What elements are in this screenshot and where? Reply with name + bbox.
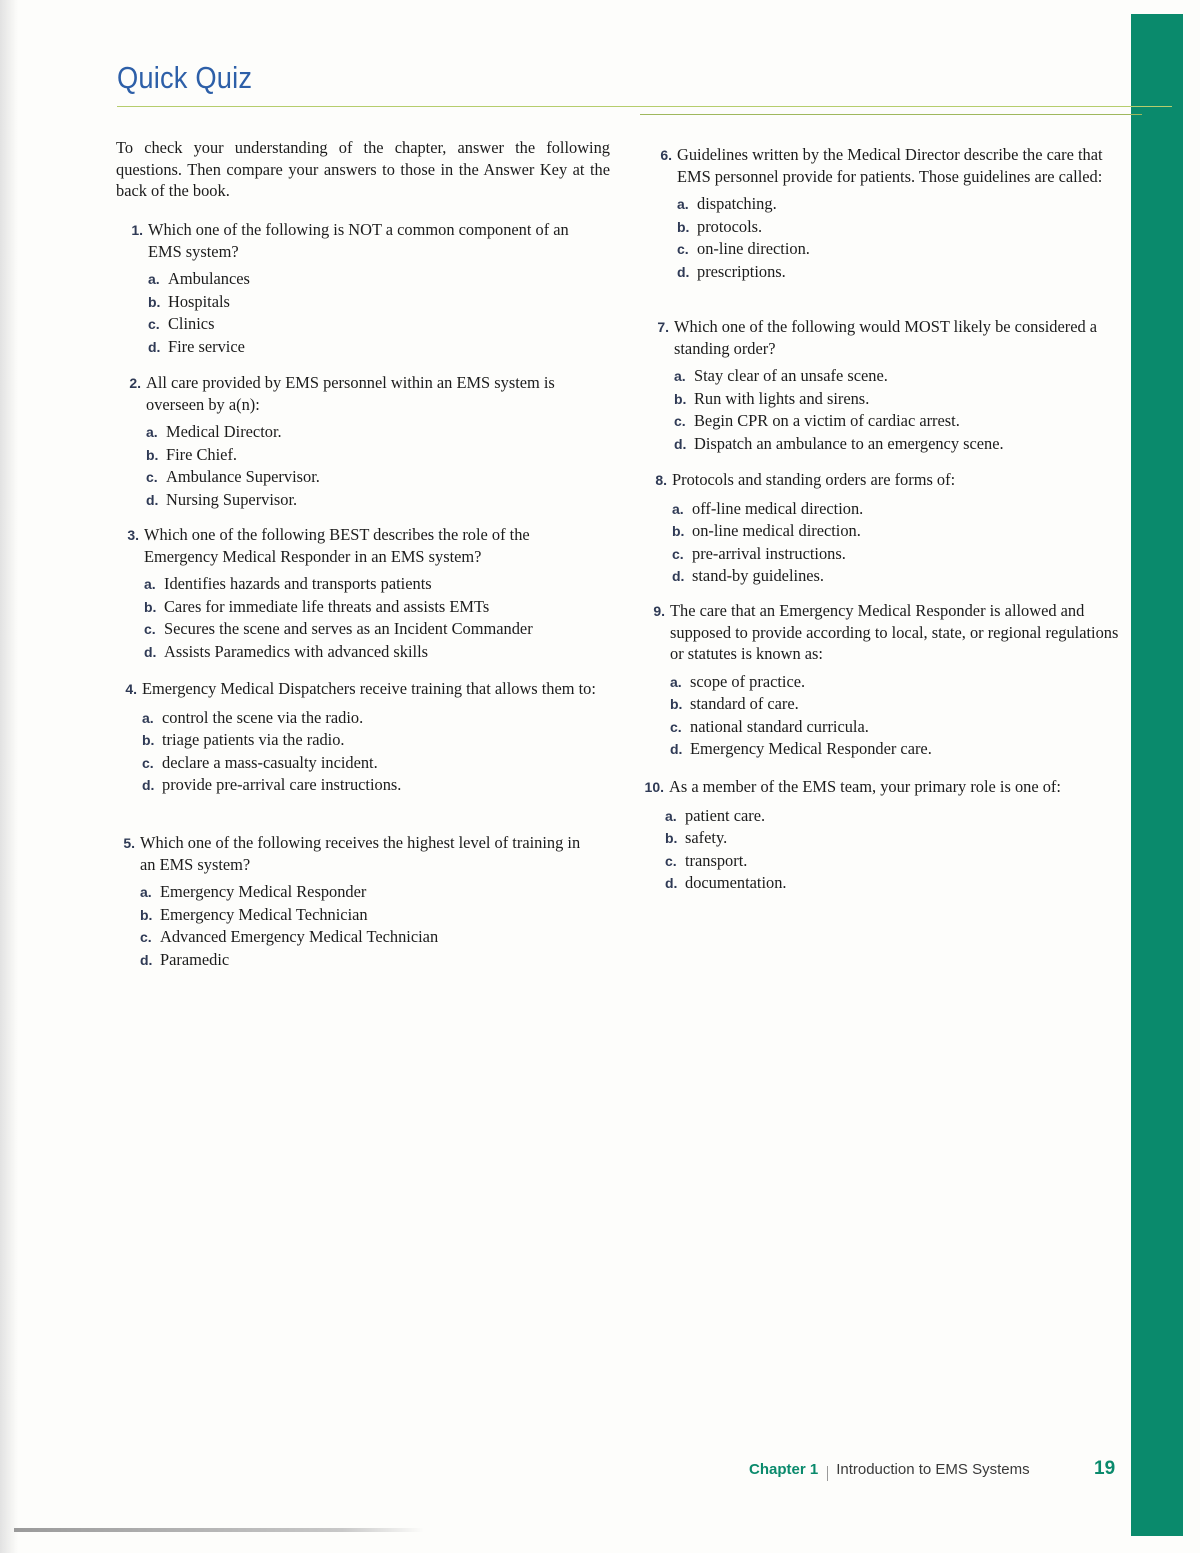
question-text: The care that an Emergency Medical Responder is allowed and supposed to provide according to local, state, or regional regulations or statutes is known as:: [670, 601, 1119, 663]
question-8: [645, 469, 1128, 588]
option-letter: a.: [670, 673, 682, 690]
answer-option[interactable]: [670, 716, 1128, 739]
option-text: stand-by guidelines.: [692, 566, 825, 585]
question-10: [636, 776, 1128, 895]
answer-option[interactable]: [670, 671, 1128, 694]
answer-option[interactable]: [672, 543, 1128, 566]
question-text: All care provided by EMS personnel within an EMS system is overseen by a(n):: [146, 373, 555, 414]
option-text: Run with lights and sirens.: [694, 388, 870, 408]
option-text: triage patients via the radio.: [162, 730, 345, 749]
question-text: Which one of the following BEST describes the role of the Emergency Medical Responder in an EMS system?: [144, 525, 530, 566]
answer-option[interactable]: [148, 313, 605, 336]
answer-options: [140, 881, 583, 971]
question-number: 2.: [129, 375, 141, 391]
question-9: [643, 600, 1128, 761]
question-text: As a member of the EMS team, your primary role is one of:: [669, 777, 1061, 796]
option-text: control the scene via the radio.: [162, 707, 364, 727]
option-text: Stay clear of an unsafe scene.: [694, 366, 888, 385]
option-text: standard of care.: [690, 694, 799, 713]
question-5: [113, 832, 583, 971]
option-letter: c.: [674, 413, 686, 429]
answer-options: [142, 707, 605, 797]
option-letter: b.: [672, 523, 685, 539]
answer-options: [146, 421, 605, 511]
option-letter: b.: [146, 446, 159, 463]
answer-option[interactable]: [140, 949, 583, 972]
option-letter: b.: [144, 598, 157, 615]
answer-option[interactable]: [677, 238, 1128, 261]
answer-option[interactable]: [674, 410, 1128, 433]
option-letter: c.: [142, 754, 154, 771]
option-text: Ambulance Supervisor.: [166, 467, 320, 486]
page-title: Quick Quiz: [117, 60, 253, 95]
option-letter: d.: [142, 777, 155, 793]
option-text: Medical Director.: [166, 422, 282, 441]
answer-option[interactable]: [677, 261, 1128, 284]
option-text: prescriptions.: [697, 261, 786, 281]
page-edge-shadow: [0, 0, 18, 1553]
option-letter: d.: [665, 875, 678, 891]
option-letter: b.: [674, 390, 687, 407]
option-text: provide pre-arrival care instructions.: [162, 775, 402, 794]
answer-option[interactable]: [140, 904, 583, 927]
option-letter: a.: [665, 807, 677, 824]
option-text: Advanced Emergency Medical Technician: [160, 927, 439, 946]
answer-options: [144, 573, 605, 663]
answer-option[interactable]: [665, 827, 1128, 850]
option-letter: c.: [670, 718, 682, 735]
option-letter: b.: [148, 293, 161, 310]
option-letter: d.: [670, 741, 683, 757]
question-number: 7.: [657, 319, 669, 335]
question-2: [119, 372, 605, 511]
option-letter: a.: [142, 709, 154, 726]
option-text: Cares for immediate life threats and assists EMTs: [164, 596, 490, 616]
question-1: [121, 219, 605, 358]
answer-option[interactable]: [665, 805, 1128, 828]
answer-option[interactable]: [146, 466, 605, 489]
option-letter: d.: [677, 263, 690, 280]
answer-option[interactable]: [146, 444, 605, 467]
answer-option[interactable]: [140, 881, 583, 904]
option-text: pre-arrival instructions.: [692, 543, 846, 563]
option-letter: c.: [672, 545, 684, 562]
page-bottom-shadow: [14, 1528, 424, 1532]
option-letter: a.: [674, 368, 686, 384]
option-letter: a.: [148, 271, 160, 287]
answer-option[interactable]: [672, 565, 1128, 588]
question-number: 10.: [644, 779, 664, 795]
answer-option[interactable]: [146, 421, 605, 444]
page-footer: [749, 1461, 1030, 1485]
option-text: Fire Chief.: [166, 444, 238, 464]
answer-option[interactable]: [142, 752, 605, 775]
question-text: Emergency Medical Dispatchers receive training that allows them to:: [142, 679, 596, 698]
footer-divider: [827, 1466, 828, 1481]
answer-option[interactable]: [148, 336, 605, 359]
title-rule: [117, 106, 1172, 107]
option-text: Fire service: [168, 336, 245, 356]
answer-options: [670, 671, 1128, 761]
answer-options: [665, 805, 1128, 895]
option-letter: b.: [677, 218, 690, 235]
answer-options: [674, 365, 1128, 455]
option-text: Dispatch an ambulance to an emergency scene.: [694, 433, 1004, 453]
option-letter: b.: [670, 696, 683, 712]
question-6: [650, 144, 1128, 283]
option-letter: d.: [674, 435, 687, 452]
option-text: Hospitals: [168, 291, 230, 311]
option-text: Emergency Medical Technician: [160, 904, 368, 924]
option-letter: c.: [144, 621, 156, 637]
option-letter: a.: [144, 576, 156, 592]
option-text: protocols.: [697, 216, 763, 236]
question-text: Guidelines written by the Medical Director describe the care that EMS personnel provide for patients. Those guidelines are called:: [677, 145, 1103, 186]
answer-option[interactable]: [144, 573, 605, 596]
option-letter: b.: [665, 830, 678, 846]
answer-options: [672, 498, 1128, 588]
option-letter: c.: [148, 316, 160, 332]
option-text: Assists Paramedics with advanced skills: [164, 641, 429, 661]
question-3: [117, 524, 605, 663]
answer-option[interactable]: [677, 193, 1128, 216]
option-text: Begin CPR on a victim of cardiac arrest.: [694, 411, 960, 430]
option-text: transport.: [685, 850, 748, 870]
answer-option[interactable]: [670, 738, 1128, 761]
chapter-title: Introduction to EMS Systems: [836, 1461, 1030, 1478]
answer-option[interactable]: [142, 774, 605, 797]
option-text: Secures the scene and serves as an Incident Commander: [164, 619, 533, 638]
option-text: on-line direction.: [697, 239, 810, 258]
option-text: safety.: [685, 828, 728, 847]
answer-option[interactable]: [144, 618, 605, 641]
question-text: Which one of the following is NOT a common component of an EMS system?: [148, 220, 569, 261]
chapter-label: Chapter 1: [749, 1461, 819, 1478]
answer-option[interactable]: [142, 729, 605, 752]
option-text: documentation.: [685, 873, 787, 892]
answer-option[interactable]: [672, 498, 1128, 521]
option-text: Nursing Supervisor.: [166, 489, 298, 509]
answer-option[interactable]: [148, 268, 605, 291]
option-text: dispatching.: [697, 194, 777, 213]
option-text: Identifies hazards and transports patients: [164, 574, 432, 593]
option-text: declare a mass-casualty incident.: [162, 752, 378, 772]
option-letter: d.: [146, 491, 159, 508]
side-accent-bar: [1131, 14, 1183, 1536]
question-text: Which one of the following receives the highest level of training in an EMS system?: [140, 833, 581, 874]
title-rule-secondary: [640, 114, 1142, 115]
option-letter: c.: [146, 469, 158, 485]
option-text: on-line medical direction.: [692, 521, 861, 540]
option-letter: c.: [677, 241, 689, 257]
question-number: 9.: [653, 603, 665, 619]
answer-option[interactable]: [674, 365, 1128, 388]
option-text: Ambulances: [168, 269, 250, 288]
question-number: 8.: [655, 472, 667, 488]
question-number: 6.: [660, 147, 672, 163]
option-letter: a.: [146, 424, 158, 440]
answer-options: [677, 193, 1128, 283]
answer-option[interactable]: [665, 872, 1128, 895]
answer-option[interactable]: [144, 641, 605, 664]
question-7: [647, 316, 1128, 455]
option-letter: d.: [140, 951, 153, 968]
question-number: 4.: [125, 681, 137, 697]
option-text: Emergency Medical Responder: [160, 882, 367, 901]
answer-option[interactable]: [672, 520, 1128, 543]
question-number: 5.: [123, 835, 135, 851]
option-letter: c.: [140, 929, 152, 945]
option-letter: d.: [148, 338, 161, 355]
option-text: Emergency Medical Responder care.: [690, 739, 932, 758]
option-letter: d.: [672, 568, 685, 584]
option-text: patient care.: [685, 805, 766, 825]
option-text: scope of practice.: [690, 671, 806, 691]
answer-option[interactable]: [665, 850, 1128, 873]
option-letter: a.: [672, 500, 684, 517]
answer-option[interactable]: [140, 926, 583, 949]
option-text: national standard curricula.: [690, 716, 869, 736]
page-number: 19: [1094, 1458, 1116, 1479]
answer-option[interactable]: [144, 596, 605, 619]
option-text: off-line medical direction.: [692, 498, 864, 518]
option-letter: d.: [144, 643, 157, 660]
option-letter: a.: [677, 196, 689, 212]
answer-options: [148, 268, 605, 358]
intro-paragraph: To check your understanding of the chapter, answer the following questions. Then compare your answers to those in the Answer Key at the back of the book.: [116, 138, 610, 200]
option-letter: a.: [140, 884, 152, 900]
option-letter: c.: [665, 852, 677, 869]
question-text: Protocols and standing orders are forms of:: [672, 470, 956, 489]
question-text: Which one of the following would MOST likely be considered a standing order?: [674, 317, 1098, 358]
question-number: 1.: [131, 222, 143, 238]
option-text: Clinics: [168, 314, 215, 333]
answer-option[interactable]: [142, 707, 605, 730]
question-number: 3.: [127, 527, 139, 543]
answer-option[interactable]: [674, 433, 1128, 456]
option-letter: b.: [140, 906, 153, 923]
answer-option[interactable]: [674, 388, 1128, 411]
question-4: [115, 678, 605, 797]
answer-option[interactable]: [677, 216, 1128, 239]
option-letter: b.: [142, 732, 155, 748]
answer-option[interactable]: [148, 291, 605, 314]
answer-option[interactable]: [670, 693, 1128, 716]
option-text: Paramedic: [160, 949, 230, 969]
answer-option[interactable]: [146, 489, 605, 512]
